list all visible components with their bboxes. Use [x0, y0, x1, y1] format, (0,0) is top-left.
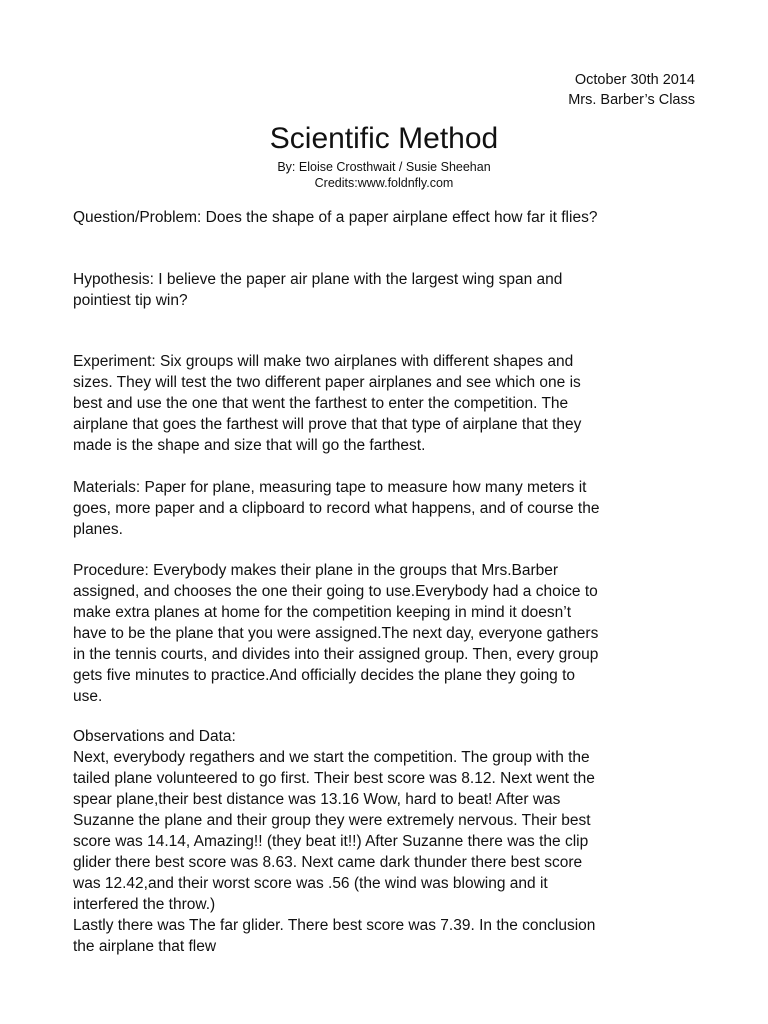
procedure-line: assigned, and chooses the one their going to use.Everybody had a choice to [73, 583, 598, 600]
class-line: Mrs. Barber’s Class [568, 92, 695, 108]
observations-section [73, 726, 703, 957]
observations-line: Suzanne the plane and their group they were extremely nervous. Their best [73, 812, 591, 829]
observations-heading: Observations and Data: [73, 728, 236, 745]
experiment-line: airplane that goes the farthest will prove that that type of airplane that they [73, 416, 582, 433]
experiment-line: sizes. They will test the two different paper airplanes and see which one is [73, 374, 581, 391]
procedure-line: Procedure: Everybody makes their plane in the groups that Mrs.Barber [73, 562, 559, 579]
procedure-line: have to be the plane that you were assigned.The next day, everyone gathers [73, 625, 599, 642]
authors-line: By: Eloise Crosthwait / Susie Sheehan [277, 160, 491, 174]
materials-line: planes. [73, 521, 123, 538]
byline [0, 159, 768, 191]
experiment-line: Experiment: Six groups will make two airplanes with different shapes and [73, 353, 574, 370]
observations-line: score was 14.14, Amazing!! (they beat it!!) After Suzanne there was the clip [73, 833, 589, 850]
observations-line: Next, everybody regathers and we start the competition. The group with the [73, 749, 590, 766]
credits-line: Credits:www.foldnfly.com [314, 176, 454, 190]
observations-line: the airplane that flew [73, 938, 217, 955]
hypothesis-line: Hypothesis: I believe the paper air plane with the largest wing span and [73, 271, 563, 288]
hypothesis-section [73, 269, 703, 311]
question-line: Question/Problem: Does the shape of a paper airplane effect how far it flies? [73, 209, 598, 226]
procedure-line: make extra planes at home for the competition keeping in mind it doesn’t [73, 604, 571, 621]
procedure-section [73, 560, 703, 707]
observations-line: Lastly there was The far glider. There best score was 7.39. In the conclusion [73, 917, 596, 934]
procedure-line: gets five minutes to practice.And officially decides the plane they going to [73, 667, 576, 684]
hypothesis-line: pointiest tip win? [73, 292, 188, 309]
header-info [568, 70, 695, 110]
document-title: Scientific Method [269, 122, 499, 155]
procedure-line: in the tennis courts, and divides into their assigned group. Then, every group [73, 646, 599, 663]
experiment-line: best and use the one that went the farthest to enter the competition. The [73, 395, 569, 412]
observations-line: was 12.42,and their worst score was .56 (the wind was blowing and it [73, 875, 548, 892]
materials-section [73, 477, 703, 540]
observations-line: glider there best score was 8.63. Next came dark thunder there best score [73, 854, 583, 871]
materials-line: goes, more paper and a clipboard to record what happens, and of course the [73, 500, 600, 517]
experiment-line: made is the shape and size that will go the farthest. [73, 437, 426, 454]
procedure-line: use. [73, 688, 103, 705]
materials-line: Materials: Paper for plane, measuring tape to measure how many meters it [73, 479, 587, 496]
experiment-section [73, 351, 703, 456]
date-line: October 30th 2014 [574, 72, 695, 88]
observations-line: tailed plane volunteered to go first. Their best score was 8.12. Next went the [73, 770, 595, 787]
observations-line: interfered the throw.) [73, 896, 216, 913]
observations-line: spear plane,their best distance was 13.16 Wow, hard to beat! After was [73, 791, 561, 808]
question-section [73, 207, 703, 228]
